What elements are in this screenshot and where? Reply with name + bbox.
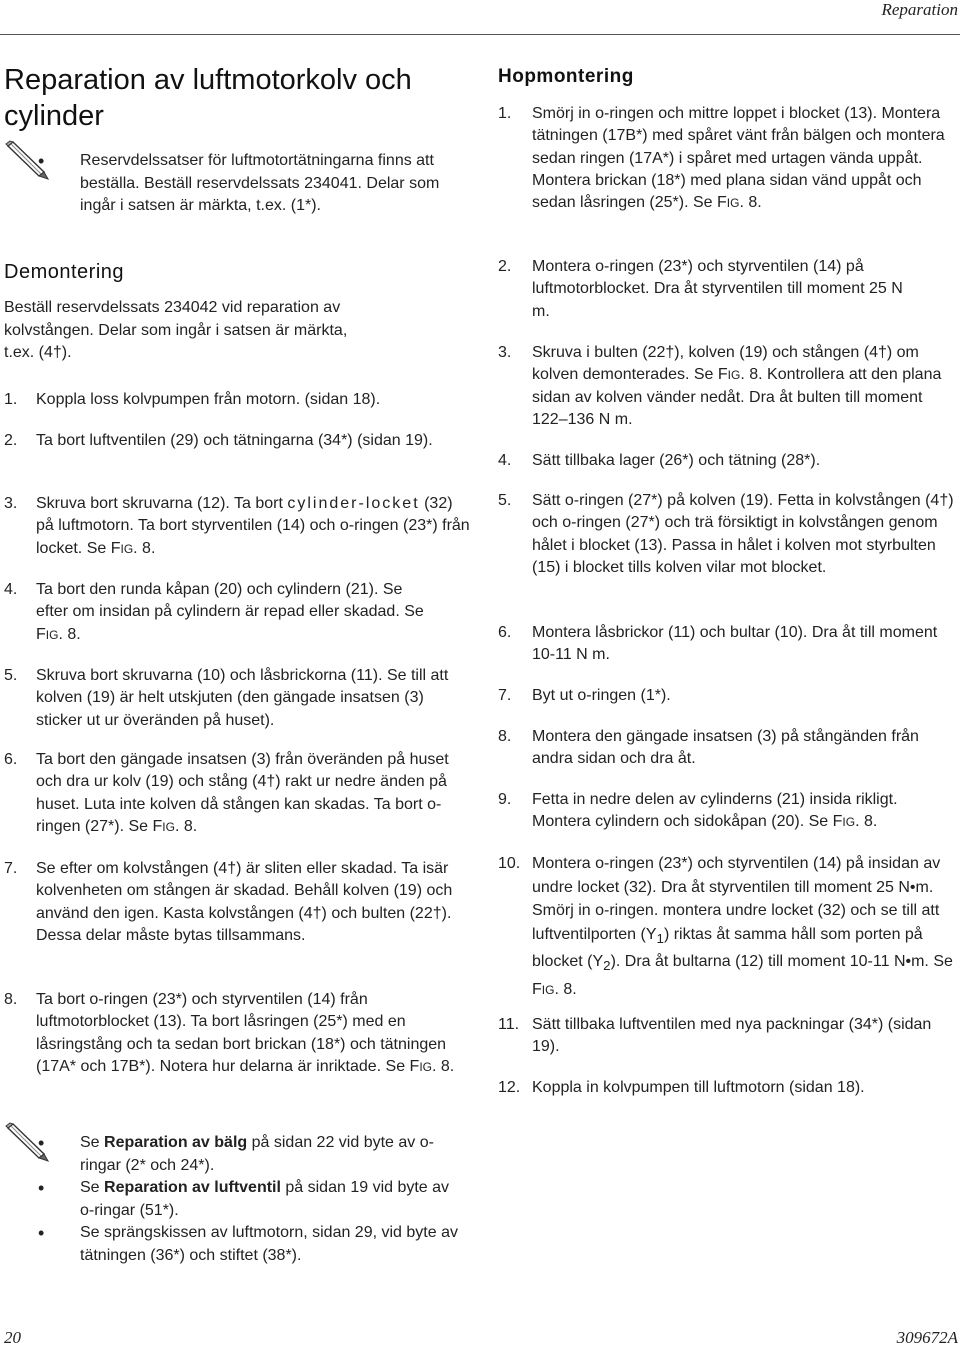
step-text: Smörj in o-ringen och mittre loppet i blocket (13). Montera tätningen (17B*) med spåret vänt från bälgen och montera sedan ringen (17A*) i spåret med urtagen vända uppåt. Montera brickan (18*) med plana sidan vänd uppåt och sedan låsringen (25*). Se FIG. 8. <box>532 105 945 212</box>
step-number: 7. <box>498 687 512 704</box>
step-number: 2. <box>4 432 18 449</box>
step-number: 3. <box>4 495 18 512</box>
step-text: Ta bort den gängade insatsen (3) från överänden på huset och dra ur kolv (19) och stång (4†) rakt ur nedre änden på huset. Luta inte kolven då stången kan skadas. Ta bort o-ringen (27*). Se FIG. 8. <box>36 751 449 835</box>
demontering-intro: Beställ reservdelssats 234042 vid reparation av kolvstången. Delar som ingår i satsen är märkta, t.ex. (4†). <box>4 299 348 361</box>
step-text: Montera o-ringen (23*) och styrventilen (14) på luftmotorblocket. Dra åt styrventilen till moment 25 N m. <box>532 258 903 320</box>
step-number: 5. <box>498 492 512 509</box>
step-text: Sätt tillbaka lager (26*) och tätning (28*). <box>532 452 821 469</box>
hopmontering-step-2 <box>498 256 918 323</box>
step-text: Koppla loss kolvpumpen från motorn. (sidan 18). <box>36 391 381 408</box>
step-text: Ta bort o-ringen (23*) och styrventilen (14) från luftmotorblocket (13). Ta bort låsringen (25*) med en låsringstång och ta sedan bort brickan (18*) och tätningen (17A* och 17B*). Notera hur delarna är inriktade. Se FIG. 8. <box>36 991 455 1075</box>
hopmontering-step-5 <box>498 490 956 579</box>
step-text: Koppla in kolvpumpen till luftmotorn (sidan 18). <box>532 1079 865 1096</box>
step-text: Montera den gängade insatsen (3) på stångänden från andra sidan och dra åt. <box>532 728 919 768</box>
section-heading-hopmontering: Hopmontering <box>498 66 634 87</box>
step-number: 1. <box>498 105 512 122</box>
step-text: Byt ut o-ringen (1*). <box>532 687 671 704</box>
step-number: 12. <box>498 1079 521 1096</box>
step-number: 2. <box>498 258 512 275</box>
step-text: Ta bort den runda kåpan (20) och cylindern (21). Se efter om insidan på cylindern är repad eller skadad. Se FIG. 8. <box>36 581 424 643</box>
step-text: Skruva bort skruvarna (10) och låsbrickorna (11). Se till att kolven (19) är helt utskjuten (den gängade insatsen (3) sticker ut ur överänden på huset). <box>36 667 449 729</box>
demontering-step-8 <box>4 989 474 1078</box>
hopmontering-step-3 <box>498 342 956 431</box>
hopmontering-step-12 <box>498 1077 956 1099</box>
page-title: Reparation av luftmotorkolv och cylinder <box>4 64 412 132</box>
header-rule <box>0 34 960 35</box>
section-heading-demontering: Demontering <box>4 261 125 283</box>
step-number: 4. <box>498 452 512 469</box>
step-number: 5. <box>4 667 18 684</box>
note-list-2 <box>38 1132 458 1267</box>
step-number: 6. <box>4 751 18 768</box>
step-number: 11. <box>498 1016 520 1033</box>
step-number: 3. <box>498 344 512 361</box>
step-text: Fetta in nedre delen av cylinderns (21) insida rikligt. Montera cylindern och sidokåpan (20). Se FIG. 8. <box>532 791 898 831</box>
step-text: Sätt o-ringen (27*) på kolven (19). Fetta in kolvstången (4†) och o-ringen (27*) och trä försiktigt in kolvstången genom hålet i blocket (13). Passa in hålet i kolven mot styrbulten (15) i blocket tills kolven vilar mot blocket. <box>532 492 954 576</box>
page-number: 20 <box>4 1328 21 1347</box>
hopmontering-step-7 <box>498 685 956 707</box>
step-number: 6. <box>498 624 512 641</box>
demontering-step-7 <box>4 858 474 947</box>
step-number: 7. <box>4 860 18 877</box>
step-text: Skruva i bulten (22†), kolven (19) och stången (4†) om kolven demonterades. Se FIG. 8. Kontrollera att den plana sidan av kolven vänder nedåt. Dra åt bulten till moment 122–136 N m. <box>532 344 942 428</box>
step-number: 4. <box>4 581 18 598</box>
note-item: • Se Reparation av bälg på sidan 22 vid byte av o-ringar (2* och 24*). <box>38 1132 458 1177</box>
demontering-step-2 <box>4 430 434 452</box>
note-item: • Se Reparation av luftventil på sidan 19 vid byte av o-ringar (51*). <box>38 1177 458 1222</box>
demontering-step-3 <box>4 493 474 560</box>
step-text: Se efter om kolvstången (4†) är sliten eller skadad. Ta isär kolvenheten om stången är skadad. Behåll kolven (19) och använd den igen. Kasta kolvstången (4†) och bulten (22†). Dessa delar måste bytas tillsammans. <box>36 860 453 944</box>
demontering-step-4 <box>4 579 434 646</box>
running-header: Reparation <box>881 0 958 19</box>
hopmontering-step-4 <box>498 450 956 472</box>
note-item: • Reservdelssatser för luftmotortätningarna finns att beställa. Beställ reservdelssats 234041. Delar som ingår i satsen är märkta, t.ex. (1*). <box>38 150 448 218</box>
step-text: Skruva bort skruvarna (12). Ta bort cylinder-locket (32) på luftmotorn. Ta bort styrventilen (14) och o-ringen (23*) från locket. Se FIG. 8. <box>36 495 470 557</box>
step-text: Sätt tillbaka luftventilen med nya packningar (34*) (sidan 19). <box>532 1016 932 1056</box>
step-text: Montera låsbrickor (11) och bultar (10). Dra åt till moment 10-11 N m. <box>532 624 938 664</box>
hopmontering-step-10 <box>498 852 956 1002</box>
step-text: Ta bort luftventilen (29) och tätningarna (34*) (sidan 19). <box>36 432 433 449</box>
demontering-step-6 <box>4 749 474 838</box>
demontering-step-1 <box>4 389 474 411</box>
hopmontering-step-1 <box>498 103 956 214</box>
hopmontering-step-9 <box>498 789 958 834</box>
demontering-step-5 <box>4 665 474 732</box>
note-item: • Se sprängskissen av luftmotorn, sidan 29, vid byte av tätningen (36*) och stiftet (38*). <box>38 1222 458 1267</box>
step-number: 1. <box>4 391 18 408</box>
step-text: Montera o-ringen (23*) och styrventilen (14) på insidan av undre locket (32). Dra åt styrventilen till moment 25 N•m. Smörj in o-ringen. montera undre locket (32) och se till att luftventilporten $(Y_1)$ riktas åt samma håll som porten på blocket $(Y_2)$. Dra åt bultarna (12) till moment 10-11 N•m. Se FIG. 8. <box>532 855 953 998</box>
note-list-1 <box>38 150 448 218</box>
step-number: 10. <box>498 855 521 872</box>
hopmontering-step-11 <box>498 1014 948 1059</box>
hopmontering-step-6 <box>498 622 938 667</box>
hopmontering-step-8 <box>498 726 938 771</box>
document-number: 309672A <box>896 1328 958 1347</box>
step-number: 8. <box>498 728 512 745</box>
step-number: 9. <box>498 791 512 808</box>
step-number: 8. <box>4 991 18 1008</box>
